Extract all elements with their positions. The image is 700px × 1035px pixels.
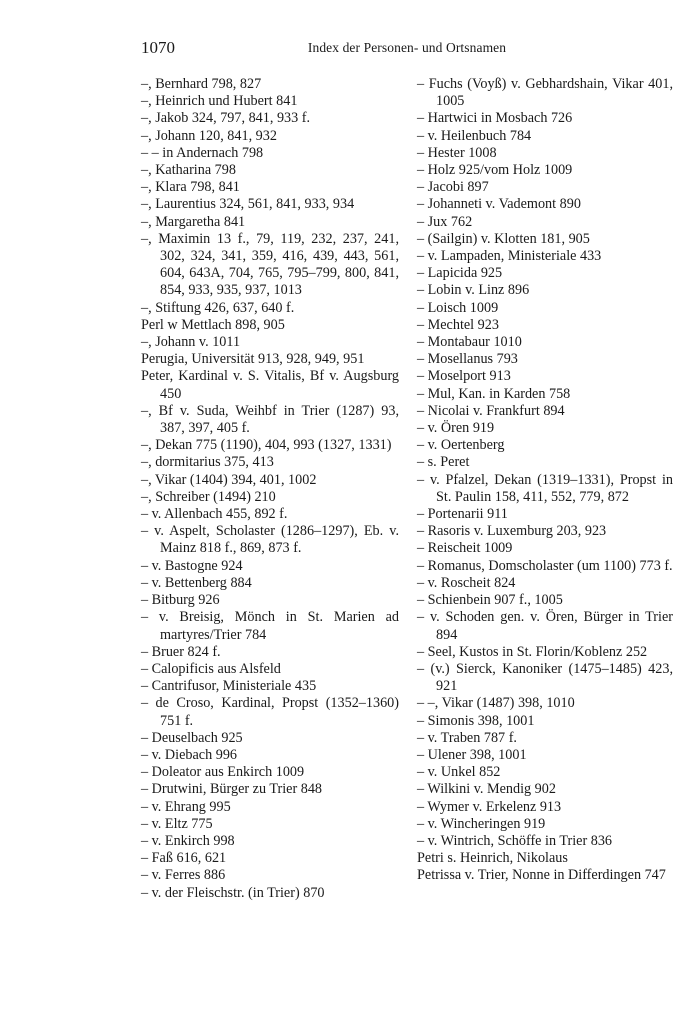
index-entry: –, Klara 798, 841 — [141, 179, 240, 196]
index-entry: – Bitburg 926 — [141, 592, 220, 609]
index-entry: – – in Andernach 798 — [141, 144, 264, 161]
index-entry: – Loisch 1009 — [417, 299, 499, 316]
index-entry: – Wilkini v. Mendig 902 — [417, 781, 556, 798]
index-entry: – Drutwini, Bürger zu Trier 848 — [141, 781, 323, 798]
index-entry: – v. Breisig, Mönch in St. Marien ad martyres/Trier 784 — [141, 609, 399, 643]
index-entry: – Nicolai v. Frankfurt 894 — [417, 402, 565, 419]
index-column-right — [417, 76, 673, 885]
index-entry: – Fuchs (Voyß) v. Gebhardshain, Vikar 401, 1005 — [417, 76, 673, 110]
index-entry: – Hester 1008 — [417, 144, 497, 161]
index-entry: – Moselport 913 — [417, 368, 511, 385]
index-entry: –, Schreiber (1494) 210 — [141, 488, 276, 505]
index-entry: – –, Vikar (1487) 398, 1010 — [417, 695, 575, 712]
index-entry: – Lobin v. Linz 896 — [417, 282, 530, 299]
index-entry: – v. Wincheringen 919 — [417, 815, 546, 832]
index-entry: – v. Diebach 996 — [141, 746, 238, 763]
index-entry: Perl w Mettlach 898, 905 — [141, 316, 285, 333]
index-entry: – Deuselbach 925 — [141, 729, 243, 746]
index-entry: – v. Schoden gen. v. Ören, Bürger in Trier 894 — [417, 609, 673, 643]
index-entry: – v. Lampaden, Ministeriale 433 — [417, 248, 602, 265]
index-entry: – Holz 925/vom Holz 1009 — [417, 162, 573, 179]
index-entry: – Wymer v. Erkelenz 913 — [417, 798, 562, 815]
index-entry: – v. Allenbach 455, 892 f. — [141, 506, 288, 523]
index-entry: – Doleator aus Enkirch 1009 — [141, 764, 305, 781]
index-entry: – v. Eltz 775 — [141, 815, 213, 832]
index-entry: –, Johann 120, 841, 932 — [141, 127, 277, 144]
index-entry: Peter, Kardinal v. S. Vitalis, Bf v. Augsburg 450 — [141, 368, 399, 402]
index-entry: –, Katharina 798 — [141, 162, 236, 179]
index-entry: –, Margaretha 841 — [141, 213, 246, 230]
index-entry: – v. Ferres 886 — [141, 867, 226, 884]
index-entry: Petri s. Heinrich, Nikolaus — [417, 850, 568, 867]
index-entry: – v. Ören 919 — [417, 420, 495, 437]
index-entry: – v. Heilenbuch 784 — [417, 127, 532, 144]
index-entry: – v. Aspelt, Scholaster (1286–1297), Eb. v. Mainz 818 f., 869, 873 f. — [141, 523, 399, 557]
index-entry: – Seel, Kustos in St. Florin/Koblenz 252 — [417, 643, 648, 660]
index-entry: – de Croso, Kardinal, Propst (1352–1360) 751 f. — [141, 695, 399, 729]
index-entry: – Reischeit 1009 — [417, 540, 513, 557]
index-entry: Petrissa v. Trier, Nonne in Differdingen 747 — [417, 867, 666, 884]
index-entry: – (Sailgin) v. Klotten 181, 905 — [417, 230, 590, 247]
index-entry: – Mul, Kan. in Karden 758 — [417, 385, 571, 402]
running-title: Index der Personen- und Ortsnamen — [307, 40, 507, 55]
index-entry: – Mosellanus 793 — [417, 351, 518, 368]
index-entry: –, dormitarius 375, 413 — [141, 454, 274, 471]
index-entry: –, Johann v. 1011 — [141, 334, 241, 351]
page-header — [141, 38, 673, 62]
index-entry: –, Vikar (1404) 394, 401, 1002 — [141, 471, 317, 488]
index-entry: – Simonis 398, 1001 — [417, 712, 535, 729]
index-entry: –, Heinrich und Hubert 841 — [141, 93, 298, 110]
index-entry: – Portenarii 911 — [417, 506, 508, 523]
index-entry: – v. Pfalzel, Dekan (1319–1331), Propst in St. Paulin 158, 411, 552, 779, 872 — [417, 471, 673, 505]
index-entry: Perugia, Universität 913, 928, 949, 951 — [141, 351, 365, 368]
index-entry: – v. Traben 787 f. — [417, 729, 517, 746]
index-entry: –, Maximin 13 f., 79, 119, 232, 237, 241, 302, 324, 341, 359, 416, 439, 443, 561, 604, 643A, 704, 765, 795–799, 800, 841, 854, 933, 935, 937, 1013 — [141, 230, 399, 299]
index-entry: –, Bernhard 798, 827 — [141, 76, 262, 92]
index-column-left — [141, 76, 399, 902]
index-entry: – Calopificis aus Alsfeld — [141, 660, 281, 677]
index-entry: – v. Unkel 852 — [417, 764, 501, 781]
index-entry: – v. Bettenberg 884 — [141, 574, 252, 591]
index-entry: –, Laurentius 324, 561, 841, 933, 934 — [141, 196, 355, 213]
index-entry: – Mechtel 923 — [417, 316, 499, 333]
index-entry: – v. Bastogne 924 — [141, 557, 243, 574]
index-entry: – v. Enkirch 998 — [141, 832, 235, 849]
index-entry: – Johanneti v. Vademont 890 — [417, 196, 581, 213]
index-entry: – Hartwici in Mosbach 726 — [417, 110, 573, 127]
index-entry: – v. Roscheit 824 — [417, 574, 516, 591]
index-entry: – Jacobi 897 — [417, 179, 489, 196]
index-entry: – Jux 762 — [417, 213, 473, 230]
index-entry: – Romanus, Domscholaster (um 1100) 773 f. — [417, 557, 673, 574]
index-entry: –, Dekan 775 (1190), 404, 993 (1327, 1331) — [141, 437, 392, 454]
page-number: 1070 — [141, 38, 175, 57]
index-entry: – Lapicida 925 — [417, 265, 503, 282]
index-entry: – Bruer 824 f. — [141, 643, 221, 660]
index-entry: – Faß 616, 621 — [141, 850, 227, 867]
index-entry: –, Bf v. Suda, Weihbf in Trier (1287) 93, 387, 397, 405 f. — [141, 402, 399, 437]
index-entry: – s. Peret — [417, 454, 470, 471]
index-entry: – Schienbein 907 f., 1005 — [417, 592, 563, 609]
index-entry: – v. Wintrich, Schöffe in Trier 836 — [417, 832, 613, 849]
index-entry: – v. Oertenberg — [417, 437, 505, 454]
index-entry: – Montabaur 1010 — [417, 334, 522, 351]
index-entry: – Rasoris v. Luxemburg 203, 923 — [417, 523, 607, 540]
index-entry: – (v.) Sierck, Kanoniker (1475–1485) 423, 921 — [417, 660, 673, 695]
index-entry: – Cantrifusor, Ministeriale 435 — [141, 678, 317, 695]
index-entry: – v. der Fleischstr. (in Trier) 870 — [141, 884, 325, 901]
index-entry: – Ulener 398, 1001 — [417, 746, 527, 763]
index-entry: – v. Ehrang 995 — [141, 798, 231, 815]
index-entry: –, Jakob 324, 797, 841, 933 f. — [141, 110, 311, 127]
index-entry: –, Stiftung 426, 637, 640 f. — [141, 299, 295, 316]
